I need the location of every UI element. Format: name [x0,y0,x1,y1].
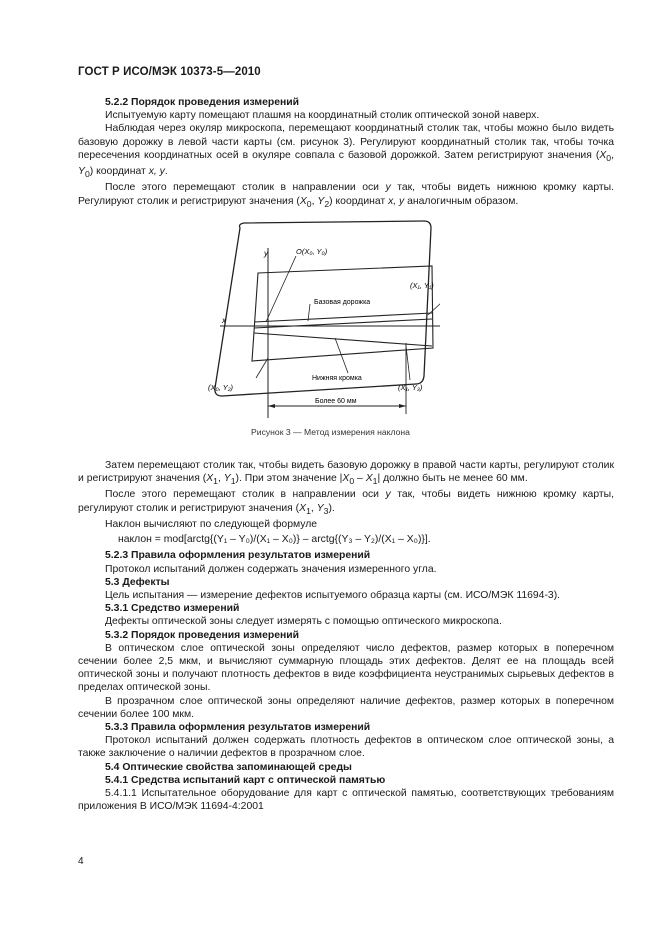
label-x1-y3: (X₁, Y₃) [398,383,423,392]
label-origin: O(X₀, Y₀) [296,247,328,256]
label-x1-y1: (X₁, Y₁) [410,281,434,290]
section-5-2-2 [78,96,614,211]
label-dimension: Более 60 мм [315,398,357,405]
section-after-figure [78,459,614,813]
paragraph: Наблюдая через окуляр микроскопа, перемещают координатный столик так, чтобы можно было видеть базовую дорожку в левой части карты (см. рисунок 3). Регулируют координатный столик так, чтобы точка пересечения координатных осей в окуляре совпала с базовой дорожкой. Затем регистрируют значения ($X_0$, $Y_0$) координат x, y. [78,123,614,180]
paragraph: Протокол испытаний должен содержать значения измеренного угла. [105,563,437,575]
section-heading: 5.3.3 Правила оформления результатов измерений [105,722,371,734]
paragraph: После этого перемещают столик в направлении оси y так, чтобы видеть нижнюю кромку карты. Регулируют столик и регистрируют значения ($X_0$, $Y_2$) координат x, y аналогичным образом. [78,182,615,209]
section-heading: 5.3 Дефекты [105,576,170,588]
leader-X1Y1 [428,290,440,315]
label-x0-y2: (X₀, Y₂) [208,383,234,392]
leader-base [308,304,310,321]
label-y-axis: y [264,249,268,258]
section-heading: 5.4.1 Средства испытаний карт с оптической памятью [105,774,386,786]
section-heading: 5.2.2 Порядок проведения измерений [105,97,300,108]
figure-3-diagram [200,218,440,418]
paragraph: В оптическом слое оптической зоны определяют число дефектов, размер которых в поперечном сечении более 2,5 мкм, и вычисляют суммарную площадь этих дефектов. Делят ее на площадь всей оптической зоны и получают плотность дефектов в виде коэффициента неустранимых сырьевых дефектов в пределах оптической зоны. [78,642,614,694]
leader-X1Y3 [406,346,410,380]
paragraph: Затем перемещают столик так, чтобы видеть базовую дорожку в правой части карты, регулируют столик и регистрируют значения ($X_1$, $Y_1$). При этом значение $|X_0 - X_1|$ должно быть не менее 60 мм. [78,460,614,487]
label-lower-edge: Нижняя кромка [312,375,362,382]
section-heading: 5.3.1 Средство измерений [105,603,240,615]
paragraph: После этого перемещают столик в направлении оси y так, чтобы видеть нижнюю кромку карты, регулируют столик и регистрируют значения ($X_1$, $Y_3$). [78,489,615,516]
leader-edge [335,338,348,373]
paragraph: Протокол испытаний должен содержать плотность дефектов в оптическом слое оптической зоны, а также заключение о наличии дефектов в прозрачном слое. [78,735,614,760]
section-heading: 5.3.2 Порядок проведения измерений [105,629,300,641]
label-base-track: Базовая дорожка [314,299,371,306]
leader-O [266,256,296,322]
label-x-axis: x [222,316,226,325]
section-heading: 5.4 Оптические свойства запоминающей среды [105,761,352,773]
document-header: ГОСТ Р ИСО/МЭК 10373-5—2010 [78,66,261,78]
slope-formula: наклон = mod[arctg{(Y₁ – Y₀)/(X₁ – X₀)} – arctg{(Y₃ – Y₂)/(X₁ – X₀)}]. [118,534,431,546]
paragraph: Испытуемую карту помещают плашмя на координатный столик оптической зоной наверх. [105,110,540,122]
paragraph: В прозрачном слое оптической зоны определяют наличие дефектов, размер которых в поперечном сечении более 100 мкм. [78,695,614,720]
section-heading: 5.2.3 Правила оформления результатов измерений [105,550,371,562]
paragraph: Наклон вычисляют по следующей формуле [105,518,318,530]
paragraph: Цель испытания — измерение дефектов испытуемого образца карты (см. ИСО/МЭК 11694-3). [105,589,561,601]
paragraph: Дефекты оптической зоны следует измерять с помощью оптического микроскопа. [105,616,502,628]
figure-caption: Рисунок 3 — Метод измерения наклона [251,427,410,437]
page-number: 4 [78,856,84,867]
paragraph: 5.4.1.1 Испытательное оборудование для карт с оптической памятью, соответствующих требованиям приложения В ИСО/МЭК 11694-4:2001 [78,788,614,813]
lower-edge-line [254,333,432,346]
